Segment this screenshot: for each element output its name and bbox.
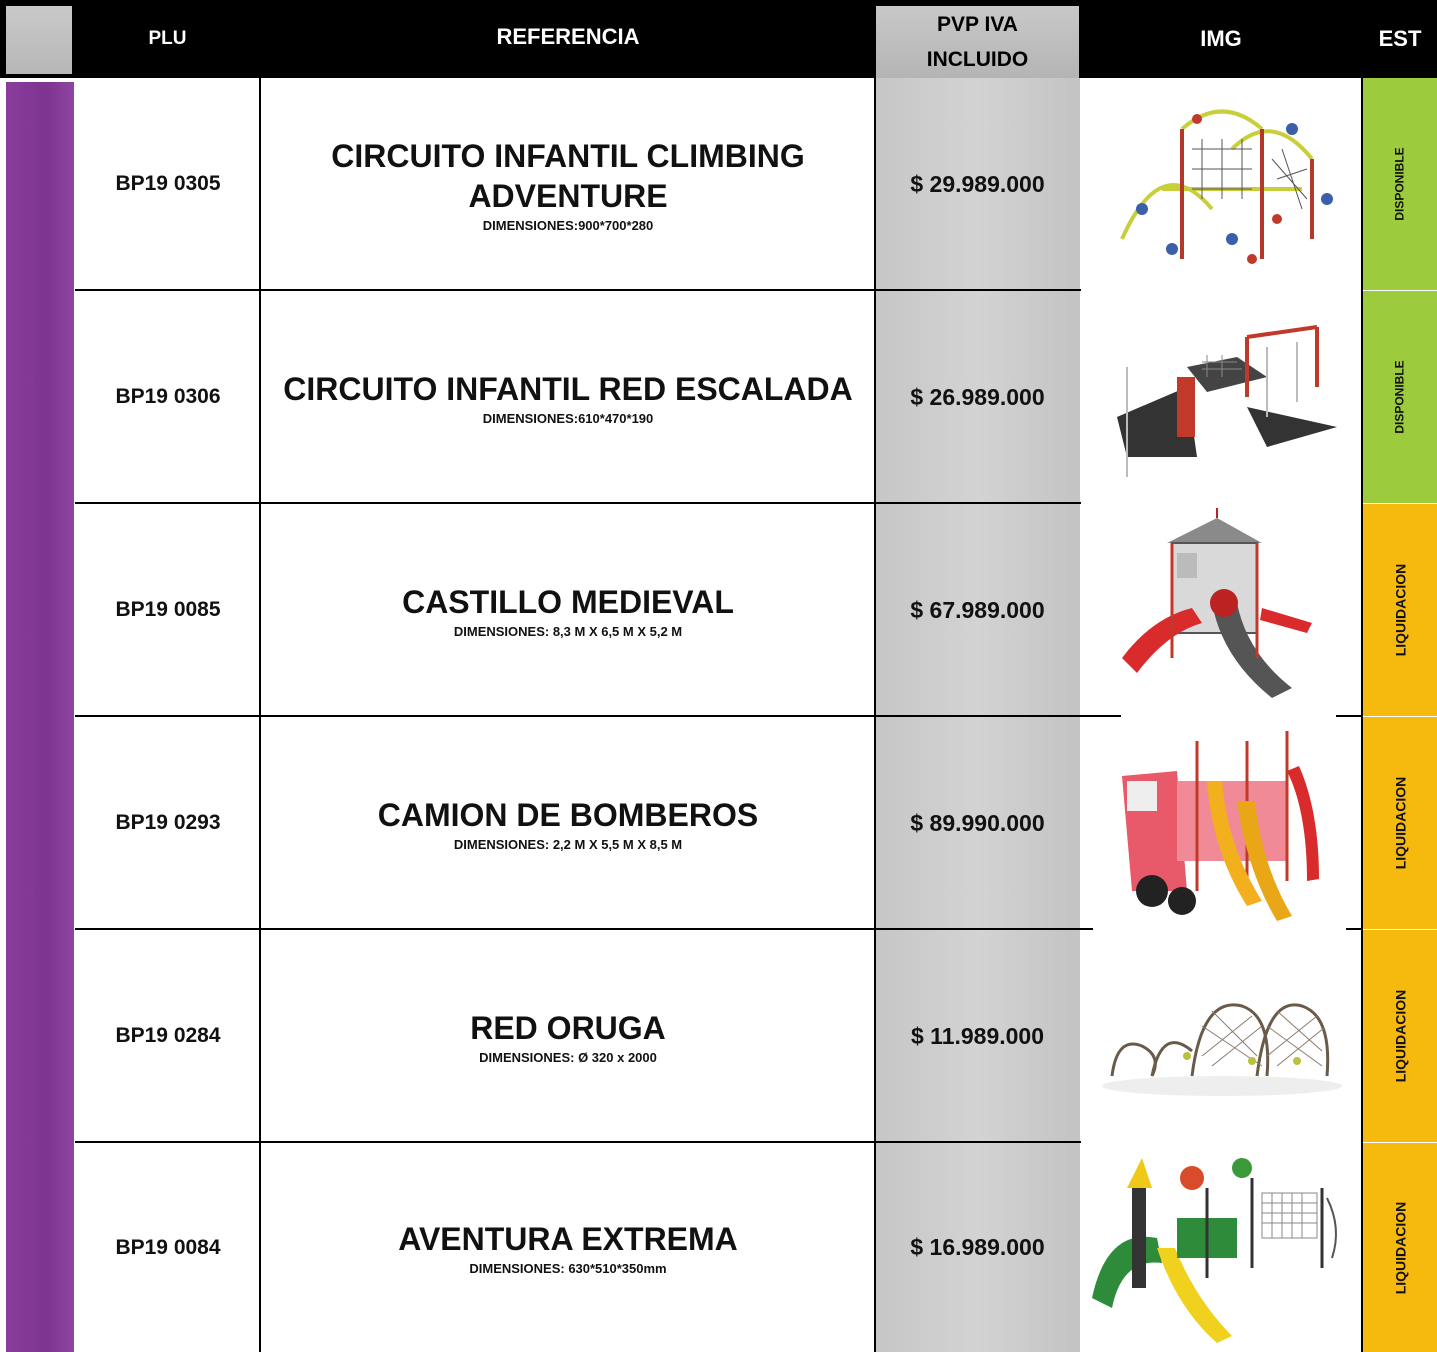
product-name: CIRCUITO INFANTIL RED ESCALADA <box>283 370 853 407</box>
plu-cell: BP19 0293 <box>115 811 221 834</box>
table-row <box>75 78 1437 290</box>
header-plu: PLU <box>148 28 187 49</box>
status-text: LIQUIDACION <box>1392 1201 1408 1294</box>
plu-cell: BP19 0306 <box>115 385 221 408</box>
grid-line <box>75 715 1121 717</box>
reference-cell <box>261 504 875 716</box>
status-text: LIQUIDACION <box>1392 989 1408 1083</box>
product-dimensions: DIMENSIONES: Ø 320 x 2000 <box>479 1049 657 1065</box>
product-dimensions: DIMENSIONES: 2,2 M X 5,5 M X 8,5 M <box>453 836 683 852</box>
plu-cell: BP19 0284 <box>115 1024 221 1047</box>
product-name: CASTILLO MEDIEVAL <box>402 583 734 620</box>
reference-cell <box>261 930 875 1142</box>
plu-cell: BP19 0084 <box>115 1235 221 1259</box>
table-row <box>75 291 1437 503</box>
reference-cell <box>261 717 875 929</box>
red-escalada-playground-image <box>1080 291 1363 503</box>
red-oruga-playground-image <box>1080 930 1363 1142</box>
table-row <box>75 1143 1437 1352</box>
status-badge <box>1363 78 1437 290</box>
header-pvp <box>876 6 1079 78</box>
header-est: EST <box>1378 26 1422 51</box>
product-name: CAMION DE BOMBEROS <box>377 796 759 833</box>
grid-line <box>75 289 1081 291</box>
price-cell: $ 67.989.000 <box>875 504 1080 716</box>
header-pvp-line1: PVP IVA <box>937 13 1018 36</box>
status-badge <box>1363 717 1437 929</box>
header-pvp-line2: INCLUIDO <box>926 48 1029 71</box>
product-name: CIRCUITO INFANTIL CLIMBING ADVENTURE <box>331 137 805 214</box>
plu-cell: BP19 0085 <box>115 598 221 621</box>
product-dimensions: DIMENSIONES:900*700*280 <box>482 217 654 233</box>
table-header <box>0 0 1437 78</box>
product-dimensions: DIMENSIONES:610*470*190 <box>482 410 654 426</box>
status-text: DISPONIBLE <box>1393 360 1407 434</box>
grid-line <box>1361 78 1363 1352</box>
reference-cell <box>261 1143 875 1352</box>
status-badge <box>1363 504 1437 716</box>
product-name: AVENTURA EXTREMA <box>398 1221 738 1257</box>
product-dimensions: DIMENSIONES: 8,3 M X 6,5 M X 5,2 M <box>453 623 683 639</box>
product-name: RED ORUGA <box>470 1009 666 1046</box>
grid-line <box>1336 715 1361 717</box>
status-badge <box>1363 291 1437 503</box>
table-row <box>75 717 1437 929</box>
price-cell: $ 89.990.000 <box>875 717 1080 929</box>
grid-line <box>75 502 1081 504</box>
status-badge <box>1363 1143 1437 1352</box>
header-referencia: REFERENCIA <box>496 24 640 49</box>
price-cell: $ 29.989.000 <box>875 78 1080 290</box>
price-cell: $ 11.989.000 <box>875 930 1080 1142</box>
aventura-extrema-playground-image <box>1080 1143 1363 1352</box>
climbing-adventure-playground-image <box>1080 78 1363 290</box>
plu-cell: BP19 0305 <box>115 172 221 195</box>
grid-line <box>75 928 1093 930</box>
table-row <box>75 504 1437 716</box>
status-text: LIQUIDACION <box>1392 776 1408 870</box>
camion-bomberos-playground-image <box>1080 717 1363 929</box>
product-dimensions: DIMENSIONES: 630*510*350mm <box>469 1261 667 1276</box>
header-corner-cell <box>6 6 72 74</box>
grid-line <box>75 1141 1081 1143</box>
reference-cell <box>261 291 875 503</box>
price-cell: $ 26.989.000 <box>875 291 1080 503</box>
status-badge <box>1363 930 1437 1142</box>
category-band <box>6 82 74 1352</box>
grid-line <box>1346 928 1361 930</box>
castillo-medieval-playground-image <box>1080 504 1363 716</box>
status-text: DISPONIBLE <box>1393 147 1407 221</box>
header-img: IMG <box>1200 26 1242 51</box>
price-cell: $ 16.989.000 <box>875 1143 1080 1352</box>
status-text: LIQUIDACION <box>1392 563 1408 657</box>
reference-cell <box>261 78 875 290</box>
table-row <box>75 930 1437 1142</box>
